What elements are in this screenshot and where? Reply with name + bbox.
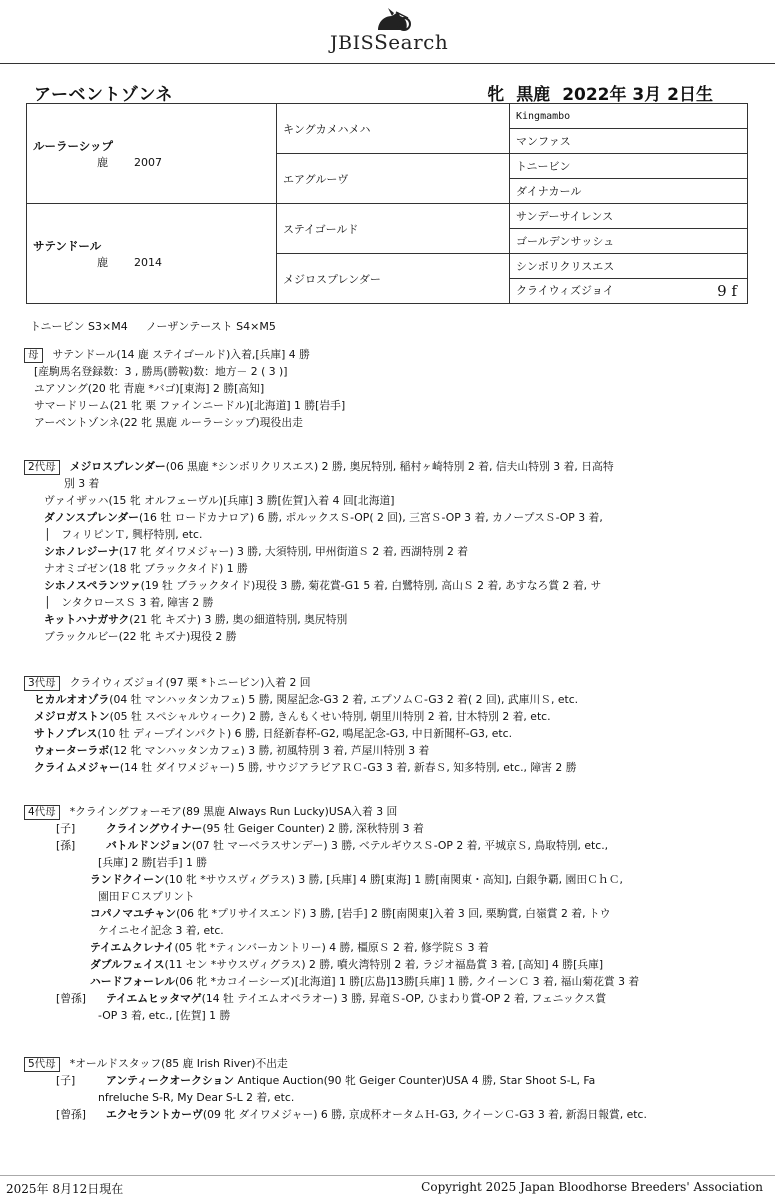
record-text: (12 牝 マンハッタンカフェ) 3 勝, 初風特別 3 着, 芦屋川特別 3 着 <box>109 744 430 757</box>
fourth-dam-section <box>24 803 724 1024</box>
section-tag: 5代母 <box>24 1057 60 1072</box>
horse-link[interactable]: ハードフォーレル <box>90 975 176 988</box>
pedigree-g2-cell[interactable]: エアグルーヴ <box>277 154 510 204</box>
record-text: *オールドスタッフ(85 鹿 Irish River)不出走 <box>69 1057 288 1070</box>
pedigree-g2-cell[interactable]: ステイゴールド <box>277 204 510 254</box>
pedigree-g3-cell[interactable]: シンボリクリスエス <box>510 254 748 279</box>
horse-link[interactable]: エクセラントカーヴ <box>106 1108 203 1121</box>
record-line <box>24 888 724 905</box>
pedigree-g3-cell[interactable]: サンデーサイレンス <box>510 204 748 229</box>
record-text: (05 牡 スペシャルウィーク) 2 勝, きんもくせい特別, 朝里川特別 2 着, 甘木特別 2 着, etc. <box>109 710 551 723</box>
record-text: (07 牡 マーベラスサンデー) 3 勝, ベテルギウスＳ-OP 2 着, 平城京Ｓ, 鳥取特別, etc., <box>191 839 609 852</box>
record-line <box>24 1072 724 1089</box>
relation-label: [子] <box>56 822 76 835</box>
record-line <box>24 725 724 742</box>
record-text: ケイニセイ記念 3 着, etc. <box>98 924 224 937</box>
record-text: Antique Auction(90 牝 Geiger Counter)USA 4 勝, Star Shoot S-L, Fa <box>234 1074 596 1087</box>
footer-copyright: Copyright 2025 Japan Bloodhorse Breeders' Association <box>421 1180 763 1194</box>
third-dam-section <box>24 674 724 776</box>
record-text: 別 3 着 <box>64 477 100 490</box>
pedigree-dam-cell <box>27 204 277 304</box>
pedigree-g3-cell[interactable]: ゴールデンサッシュ <box>510 229 748 254</box>
record-line <box>24 871 724 888</box>
inbreeding-item: ノーザンテースト S4×M5 <box>145 320 276 333</box>
horse-link[interactable]: クライムメジャー <box>34 761 120 774</box>
sire-color: 鹿 <box>97 155 108 169</box>
record-text: ナオミゴゼン(18 牝 ブラックタイド) 1 勝 <box>44 562 248 575</box>
record-text: -OP 3 着, etc., [佐賀] 1 勝 <box>98 1009 231 1022</box>
record-line <box>24 990 724 1007</box>
horse-link[interactable]: ダノンスプレンダー <box>44 511 139 524</box>
record-text: クライウィズジョイ(97 栗 *トニービン)入着 2 回 <box>69 676 311 689</box>
horse-color: 黒鹿 <box>516 85 551 105</box>
record-line <box>24 691 724 708</box>
section-tag: 3代母 <box>24 676 60 691</box>
relation-label: [孫] <box>56 839 76 852</box>
horse-link[interactable]: バトルドンジョン <box>106 839 192 852</box>
horse-link[interactable]: メジロスプレンダー <box>69 460 166 473</box>
record-text: ヴァイザッハ(15 牝 オルフェーヴル)[兵庫] 3 勝[佐賀]入着 4 回[北海道] <box>44 494 395 507</box>
dam-line: サマードリーム(21 牝 栗 ファインニードル)[北海道] 1 勝[岩手] <box>34 399 346 412</box>
horse-link[interactable]: アンティークオークション <box>106 1074 235 1087</box>
sire-year: 2007 <box>134 155 162 169</box>
record-line <box>24 939 724 956</box>
sire-name[interactable]: ルーラーシップ <box>33 138 114 153</box>
pedigree-g3-name[interactable]: クライウィズジョイ <box>516 284 614 297</box>
section-tag: 4代母 <box>24 805 60 820</box>
record-line <box>24 577 724 594</box>
section-tag: 母 <box>24 348 43 363</box>
record-text: (10 牡 ディープインパクト) 6 勝, 日経新春杯-G2, 鳴尾記念-G3, 中日新聞杯-G3, etc. <box>97 727 513 740</box>
horse-info <box>475 80 713 105</box>
record-line <box>24 1007 724 1024</box>
record-line <box>24 594 724 611</box>
horse-link[interactable]: サトノプレス <box>34 727 98 740</box>
fifth-dam-section <box>24 1055 724 1123</box>
relation-label: [曾孫] <box>56 1108 87 1121</box>
record-text: (17 牝 ダイワメジャー) 3 勝, 大須特別, 甲州街道Ｓ 2 着, 西湖特別 2 着 <box>118 545 469 558</box>
horse-link[interactable]: ダブルフェイス <box>90 958 165 971</box>
inbreeding-item: トニービン S3×M4 <box>30 320 128 333</box>
record-text: [兵庫] 2 勝[岩手] 1 勝 <box>98 856 208 869</box>
dam-section <box>24 346 724 431</box>
record-text: (04 牡 マンハッタンカフェ) 5 勝, 関屋記念-G3 2 着, エプソムＣ-G3 2 着( 2 回), 武庫川Ｓ, etc. <box>109 693 579 706</box>
record-line <box>24 543 724 560</box>
dam-line: ユアソング(20 牝 青鹿 *バゴ)[東海] 2 勝[高知] <box>34 382 265 395</box>
record-text: nfreluche S-R, My Dear S-L 2 着, etc. <box>98 1091 295 1104</box>
record-line <box>24 837 724 854</box>
dam-color: 鹿 <box>97 255 108 269</box>
record-line <box>24 905 724 922</box>
record-line <box>24 922 724 939</box>
record-text: (14 牡 テイエムオペラオー) 3 勝, 昇竜Ｓ-OP, ひまわり賞-OP 2 着, フェニックス賞 <box>201 992 607 1005</box>
record-line <box>24 1089 724 1106</box>
record-text: (16 牡 ロードカナロア) 6 勝, ポルックスＳ-OP( 2 回), 三宮Ｓ-OP 3 着, カノープスＳ-OP 3 着, <box>138 511 603 524</box>
inbreeding-line <box>30 318 294 334</box>
record-text: │ フィリピンＴ, 興杼特別, etc. <box>44 528 203 541</box>
family-number: 9 f <box>717 282 737 300</box>
record-line <box>24 759 724 776</box>
pedigree-g2-cell[interactable]: キングカメハメハ <box>277 104 510 154</box>
pedigree-g3-cell[interactable]: Kingmambo <box>510 104 748 129</box>
record-text: 園田ＦＣスプリント <box>98 890 195 903</box>
horse-birth: 2022年 3月 2日生 <box>562 85 713 105</box>
record-text: (21 牝 キズナ) 3 勝, 奥の細道特別, 奥尻特別 <box>129 613 348 626</box>
horse-link[interactable]: テイエムヒッタマゲ <box>106 992 202 1005</box>
record-text: ブラックルビー(22 牝 キズナ)現役 2 勝 <box>44 630 237 643</box>
second-dam-section <box>24 458 724 645</box>
record-line <box>24 973 724 990</box>
record-text: (09 牝 ダイワメジャー) 6 勝, 京成杯オータムＨ-G3, クイーンＣ-G3 3 着, 新潟日報賞, etc. <box>202 1108 647 1121</box>
jbis-search-logo[interactable] <box>326 4 466 52</box>
dam-line: サテンドール(14 鹿 ステイゴールド)入着,[兵庫] 4 勝 <box>52 348 310 361</box>
record-line <box>24 742 724 759</box>
horse-link[interactable]: クライングウイナー <box>106 822 203 835</box>
horse-link[interactable]: シホノレジーナ <box>44 545 119 558</box>
pedigree-g3-cell[interactable]: トニービン <box>510 154 748 179</box>
header-divider <box>0 63 775 64</box>
pedigree-g2-cell[interactable]: メジロスプレンダー <box>277 254 510 304</box>
logo-text-search: Search <box>374 30 449 54</box>
horse-sex: 牝 <box>487 85 505 105</box>
horse-link[interactable]: メジロガストン <box>34 710 110 723</box>
horse-link[interactable]: ヒカルオオゾラ <box>34 693 110 706</box>
dam-name[interactable]: サテンドール <box>33 238 102 253</box>
record-line <box>24 1106 724 1123</box>
record-line <box>24 560 724 577</box>
record-line <box>24 509 724 526</box>
record-text: (05 牝 *ティンバーカントリー) 4 勝, 橿原Ｓ 2 着, 修学院Ｓ 3 着 <box>174 941 489 954</box>
pedigree-g3-cell[interactable]: マンファス <box>510 129 748 154</box>
horse-link[interactable]: ウォーターラボ <box>34 744 110 757</box>
record-line <box>24 492 724 509</box>
record-text: (06 牝 *プリサイスエンド) 3 勝, [岩手] 2 勝[南関東]入着 3 回, 栗駒賞, 白嶺賞 2 着, トウ <box>176 907 611 920</box>
record-line <box>24 628 724 645</box>
record-text: (10 牝 *サウスヴィグラス) 3 勝, [兵庫] 4 勝[東海] 1 勝[南関東・高知], 白銀争覇, 園田ＣｈＣ, <box>164 873 623 886</box>
dam-year: 2014 <box>134 255 162 269</box>
relation-label: [曾孫] <box>56 992 87 1005</box>
record-line <box>24 526 724 543</box>
record-text: (06 牝 *カコイーシーズ)[北海道] 1 勝[広島]13勝[兵庫] 1 勝, クイーンＣ 3 着, 福山菊花賞 3 着 <box>175 975 640 988</box>
horse-link[interactable]: コパノマユチャン <box>90 907 177 920</box>
record-text: (19 牡 ブラックタイド)現役 3 勝, 菊花賞-G1 5 着, 白鷺特別, 高山Ｓ 2 着, あすなろ賞 2 着, サ <box>140 579 602 592</box>
pedigree-g3-cell <box>510 279 748 304</box>
record-text: (95 牡 Geiger Counter) 2 勝, 深秋特別 3 着 <box>202 822 424 835</box>
dam-line: アーベントゾンネ(22 牝 黒鹿 ルーラーシップ)現役出走 <box>34 416 303 429</box>
footer-divider <box>0 1175 775 1176</box>
record-text: (06 黒鹿 *シンボリクリスエス) 2 勝, 奥尻特別, 稲村ヶ崎特別 2 着, 信夫山特別 3 着, 日高特 <box>165 460 614 473</box>
horse-name: アーベントゾンネ <box>34 85 173 105</box>
section-tag: 2代母 <box>24 460 60 475</box>
record-line <box>24 956 724 973</box>
pedigree-sire-cell <box>27 104 277 204</box>
horse-link[interactable]: キットハナガサク <box>44 613 130 626</box>
dam-line: [産駒馬名登録数：3 , 勝馬(勝鞍)数：地方－ 2 ( 3 )] <box>34 365 288 378</box>
horse-link[interactable]: ランドクイーン <box>90 873 165 886</box>
record-text: │ ンタクロースＳ 3 着, 障害 2 勝 <box>44 596 214 609</box>
record-text: *クライングフォーモア(89 黒鹿 Always Run Lucky)USA入着 3 回 <box>69 805 398 818</box>
pedigree-g3-cell[interactable]: ダイナカール <box>510 179 748 204</box>
footer-date: 2025年 8月12日現在 <box>6 1182 124 1196</box>
horse-link[interactable]: シホノスペランツァ <box>44 579 141 592</box>
logo-text-jbis: JBIS <box>330 32 375 54</box>
record-text: (11 セン *サウスヴィグラス) 2 勝, 噴火湾特別 2 着, ラジオ福島賞 3 着, [高知] 4 勝[兵庫] <box>164 958 604 971</box>
record-line <box>24 708 724 725</box>
horse-link[interactable]: テイエムクレナイ <box>90 941 175 954</box>
relation-label: [子] <box>56 1074 76 1087</box>
record-line <box>24 854 724 871</box>
record-text: (14 牡 ダイワメジャー) 5 勝, サウジアラビアＲＣ-G3 3 着, 新春Ｓ, 知多特別, etc., 障害 2 勝 <box>119 761 577 774</box>
record-line <box>24 820 724 837</box>
record-line <box>24 611 724 628</box>
pedigree-table <box>26 103 748 304</box>
